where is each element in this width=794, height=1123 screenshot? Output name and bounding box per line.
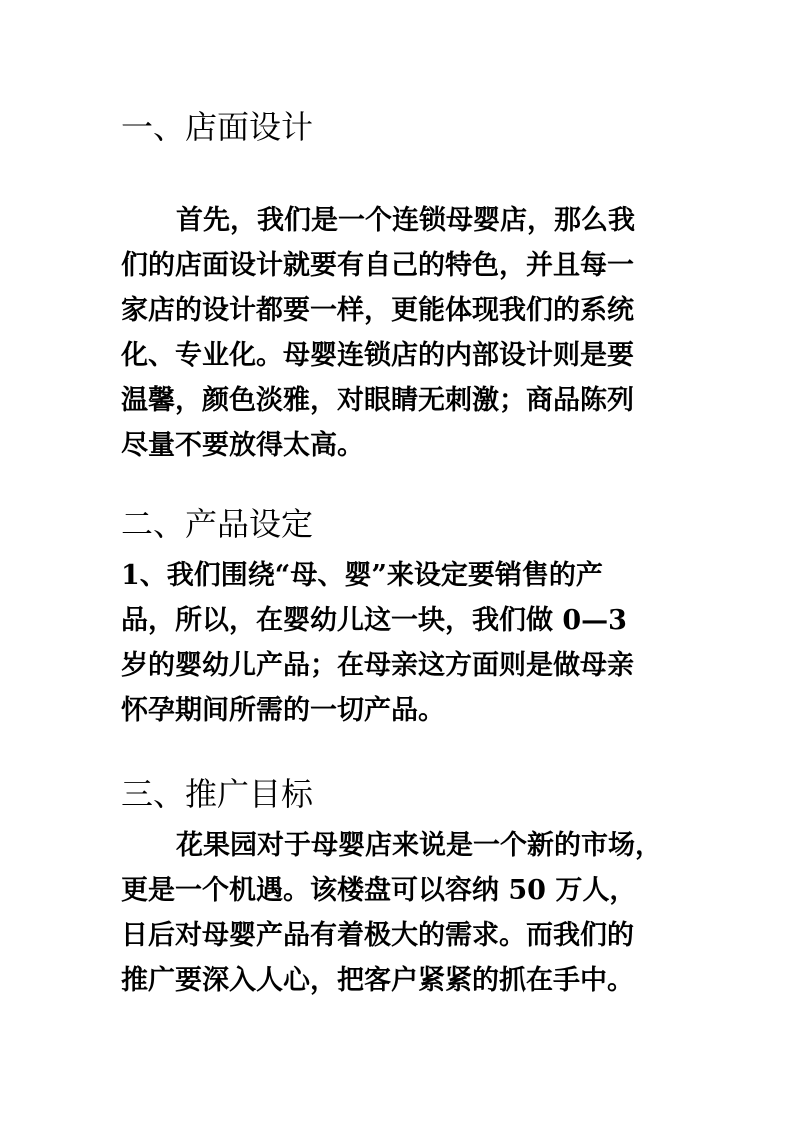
paragraph-line: 品，所以，在婴幼儿这一块，我们做 0—3 <box>121 605 627 636</box>
paragraph-line: 怀孕期间所需的一切产品。 <box>121 695 445 726</box>
paragraph-line: 更是一个机遇。该楼盘可以容纳 50 万人， <box>121 875 637 906</box>
section-heading-storefront-design: 一、店面设计 <box>121 108 314 146</box>
paragraph-line: 岁的婴幼儿产品；在母亲这方面则是做母亲 <box>121 650 634 681</box>
paragraph-line: 化、专业化。母婴连锁店的内部设计则是要 <box>121 340 634 371</box>
paragraph-line: 首先，我们是一个连锁母婴店，那么我 <box>176 205 635 236</box>
paragraph-promotion-goal <box>121 823 701 1003</box>
paragraph-storefront-design <box>121 198 701 468</box>
paragraph-line: 温馨，颜色淡雅，对眼睛无刺激；商品陈列 <box>121 385 634 416</box>
paragraph-line: 家店的设计都要一样，更能体现我们的系统 <box>121 295 634 326</box>
section-heading-promotion-goal: 三、推广目标 <box>121 775 314 813</box>
paragraph-line: 们的店面设计就要有自己的特色，并且每一 <box>121 250 634 281</box>
paragraph-line: 尽量不要放得太高。 <box>121 430 364 461</box>
paragraph-line: 推广要深入人心，把客户紧紧的抓在手中。 <box>121 965 634 996</box>
section-heading-product-setting: 二、产品设定 <box>121 505 314 543</box>
paragraph-line: 1、我们围绕“母、婴”来设定要销售的产 <box>121 560 603 591</box>
paragraph-product-setting <box>121 553 701 733</box>
paragraph-line: 花果园对于母婴店来说是一个新的市场， <box>176 830 662 861</box>
paragraph-line: 日后对母婴产品有着极大的需求。而我们的 <box>121 920 634 951</box>
